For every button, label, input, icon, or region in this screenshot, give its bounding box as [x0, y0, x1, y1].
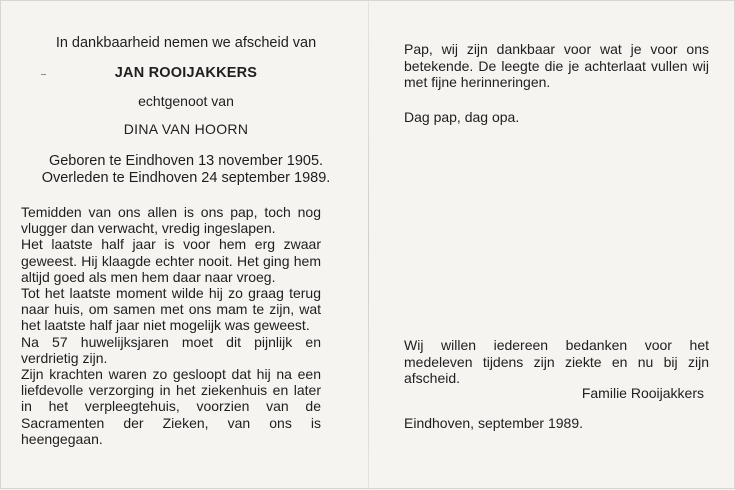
body-paragraph: Na 57 huwelijksjaren moet dit pijnlijk en verdrietig zijn. — [21, 333, 321, 366]
body-text — [21, 204, 321, 447]
spouse-label: echtgenoot van — [138, 93, 234, 109]
place-date: Eindhoven, september 1989. — [404, 415, 584, 431]
spouse-name: DINA VAN HOORN — [123, 121, 249, 137]
family-signature: Familie Rooijakkers — [581, 385, 704, 401]
deceased-name: JAN ROOIJAKKERS — [114, 65, 258, 81]
body-paragraph: Het laatste half jaar is voor hem erg zwaar geweest. Hij klaagde echter nooit. Het ging hem altijd goed als men hem daar naar vroeg. — [21, 236, 321, 285]
life-dates — [21, 153, 351, 187]
born-line: Geboren te Eindhoven 13 november 1905. — [48, 153, 324, 169]
intro-text: In dankbaarheid nemen we afscheid van — [55, 35, 317, 51]
left-panel — [21, 35, 351, 447]
died-line: Overleden te Eindhoven 24 september 1989. — [41, 170, 331, 186]
body-paragraph: Tot het laatste moment wilde hij zo graag terug naar huis, om samen met ons mam te zijn, wat het laatste half jaar niet mogelijk was geweest. — [21, 285, 321, 334]
message-text: Pap, wij zijn dankbaar voor wat je voor ons betekende. De leegte die je achterlaat vullen wij met fijne herinneringen. — [404, 41, 709, 90]
body-paragraph: Zijn krachten waren zo gesloopt dat hij na een liefdevolle verzorging in het ziekenhuis en later in het verpleegtehuis, voorzien van de Sacramenten der Zieken, van ons is heengegaan. — [21, 366, 321, 447]
card-fold — [368, 1, 369, 490]
thanks-text: Wij willen iedereen bedanken voor het medeleven tijdens zijn ziekte en nu bij zijn afscheid. — [404, 337, 709, 386]
body-paragraph: Temidden van ons allen is ons pap, toch nog vlugger dan verwacht, vredig ingeslapen. — [21, 204, 321, 237]
right-panel — [404, 41, 709, 125]
farewell-text: Dag pap, dag opa. — [404, 108, 520, 125]
